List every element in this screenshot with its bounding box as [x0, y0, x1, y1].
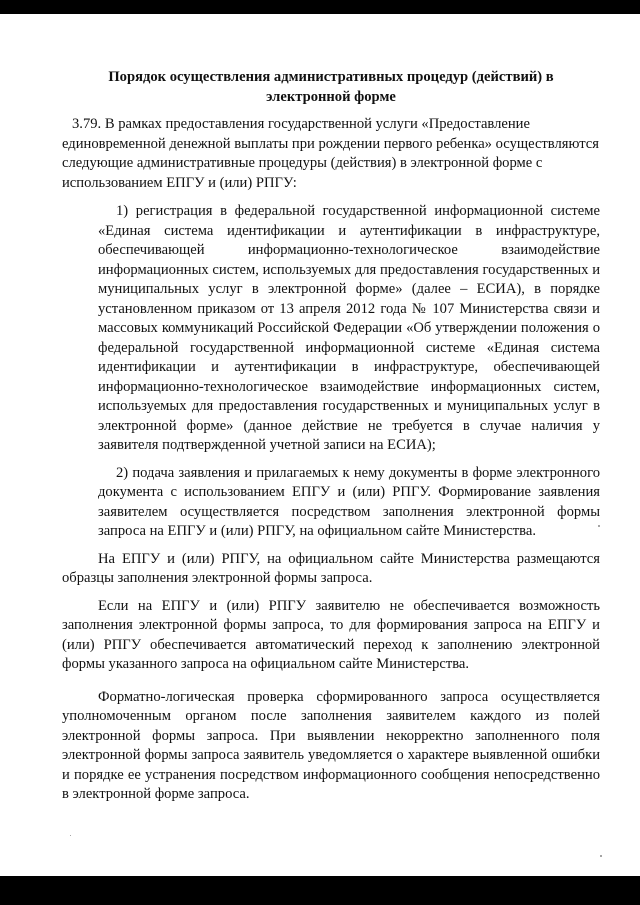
- scan-speck: [598, 525, 600, 527]
- list-item-1: 1) регистрация в федеральной государственной информационной системе «Единая система идентификации и аутентификации в инфраструктуре, обеспечивающей информационно-технологическое взаимодействие информационных систем, используемых для предоставления государственных и муниципальных услуг в электронной форме» (далее – ЕСИА), в порядке установленном приказом от 13 апреля 2012 года № 107 Министерства связи и массовых коммуникаций Российской Федерации «Об утверждении положения о федеральной государственной информационной системе «Единая система идентификации и аутентификации в инфраструктуре, обеспечивающей информационно-технологическое взаимодействие информационных систем, используемых для предоставления государственных и муниципальных услуг в электронной форме» (данное действие не требуется в случае наличия у заявителя подтвержденной учетной записи на ЕСИА);: [98, 203, 600, 453]
- scan-border-bottom: [0, 876, 640, 905]
- list-item-2: 2) подача заявления и прилагаемых к нему документы в форме электронного документа с использованием ЕПГУ и (или) РПГУ. Формирование заявления заявителем осуществляется посредством заполнения электронной формы запроса на ЕПГУ и (или) РПГУ, на официальном сайте Министерства.: [98, 464, 600, 539]
- scan-border-top: [0, 0, 640, 14]
- intro-paragraph: 3.79. В рамках предоставления государственной услуги «Предоставление единовременной денежной выплаты при рождении первого ребенка» осуществляются следующие административные процедуры (действия) в электронной форме с использованием ЕПГУ и (или) РПГУ:: [62, 116, 599, 191]
- paragraph-validation: Форматно-логическая проверка сформированного запроса осуществляется уполномоченным органом после заполнения заявителем каждого из полей электронной формы запроса. При выявлении некорректно заполненного поля электронной формы запроса заявитель уведомляется о характере выявленной ошибки и порядке ее устранения посредством информационного сообщения непосредственно в электронной форме запроса.: [62, 688, 600, 802]
- paragraph-samples: На ЕПГУ и (или) РПГУ, на официальном сайте Министерства размещаются образцы заполнения электронной формы запроса.: [62, 550, 600, 586]
- scan-speck: [70, 835, 71, 836]
- paragraph-redirect: Если на ЕПГУ и (или) РПГУ заявителю не обеспечивается возможность заполнения электронной формы запроса, то для формирования запроса на ЕПГУ и (или) РПГУ обеспечивается автоматический переход к заполнению электронной формы указанного запроса на официальном сайте Министерства.: [62, 597, 600, 672]
- document-page: [62, 68, 600, 805]
- scan-speck: [600, 855, 602, 857]
- document-title: Порядок осуществления административных процедур (действий) в электронной форме: [108, 69, 554, 105]
